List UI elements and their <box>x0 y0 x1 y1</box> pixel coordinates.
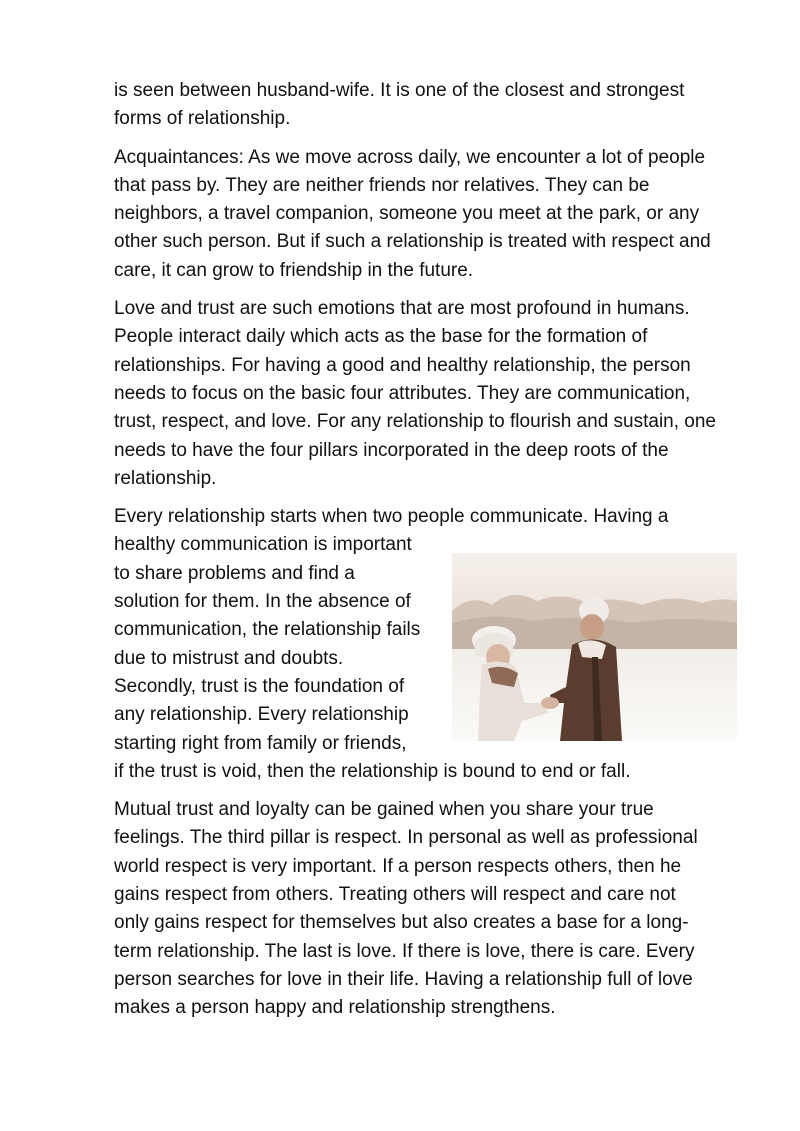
text-line: Every relationship starts when two people communicate. Having a <box>114 506 669 528</box>
couple-in-snow-photo <box>452 553 737 741</box>
text-line: relationships. For having a good and healthy relationship, the person <box>114 354 691 376</box>
text-line: person searches for love in their life. Having a relationship full of love <box>114 968 693 990</box>
text-line: makes a person happy and relationship strengthens. <box>114 997 556 1019</box>
text-line: if the trust is void, then the relationship is bound to end or fall. <box>114 760 631 782</box>
text-line: needs to have the four pillars incorporated in the deep roots of the <box>114 439 669 461</box>
text-line: due to mistrust and doubts. <box>114 647 344 669</box>
text-line: relationship. <box>114 467 217 489</box>
paragraph <box>114 295 750 493</box>
text-line: any relationship. Every relationship <box>114 704 409 726</box>
paragraph <box>114 144 750 285</box>
text-line: other such person. But if such a relationship is treated with respect and <box>114 231 711 253</box>
text-line: to share problems and find a <box>114 562 355 584</box>
text-line: feelings. The third pillar is respect. In personal as well as professional <box>114 827 698 849</box>
text-line: only gains respect for themselves but also creates a base for a long- <box>114 912 689 934</box>
text-line: neighbors, a travel companion, someone you meet at the park, or any <box>114 203 700 225</box>
text-line: that pass by. They are neither friends nor relatives. They can be <box>114 174 650 196</box>
text-line: is seen between husband-wife. It is one of the closest and strongest <box>114 80 685 101</box>
text-line: Secondly, trust is the foundation of <box>114 675 405 697</box>
text-line: communication, the relationship fails <box>114 619 421 641</box>
text-line: solution for them. In the absence of <box>114 591 411 613</box>
photo-illustration <box>452 553 737 741</box>
paragraph <box>114 77 750 134</box>
text-line: world respect is very important. If a person respects others, then he <box>114 855 682 877</box>
text-line: needs to focus on the basic four attributes. They are communication, <box>114 382 691 404</box>
text-line: gains respect from others. Treating others will respect and care not <box>114 884 676 906</box>
text-line: care, it can grow to friendship in the future. <box>114 259 474 281</box>
text-line: starting right from family or friends, <box>114 732 407 754</box>
text-line: People interact daily which acts as the base for the formation of <box>114 326 648 348</box>
text-line: Love and trust are such emotions that are most profound in humans. <box>114 298 690 320</box>
text-line: Acquaintances: As we move across daily, we encounter a lot of people <box>114 146 706 168</box>
text-line: trust, respect, and love. For any relationship to flourish and sustain, one <box>114 411 716 433</box>
text-line: Mutual trust and loyalty can be gained when you share your true <box>114 799 654 821</box>
text-line: forms of relationship. <box>114 108 291 130</box>
paragraph <box>114 796 750 1022</box>
text-line: term relationship. The last is love. If there is love, there is care. Every <box>114 940 695 962</box>
text-line: healthy communication is important <box>114 534 412 556</box>
